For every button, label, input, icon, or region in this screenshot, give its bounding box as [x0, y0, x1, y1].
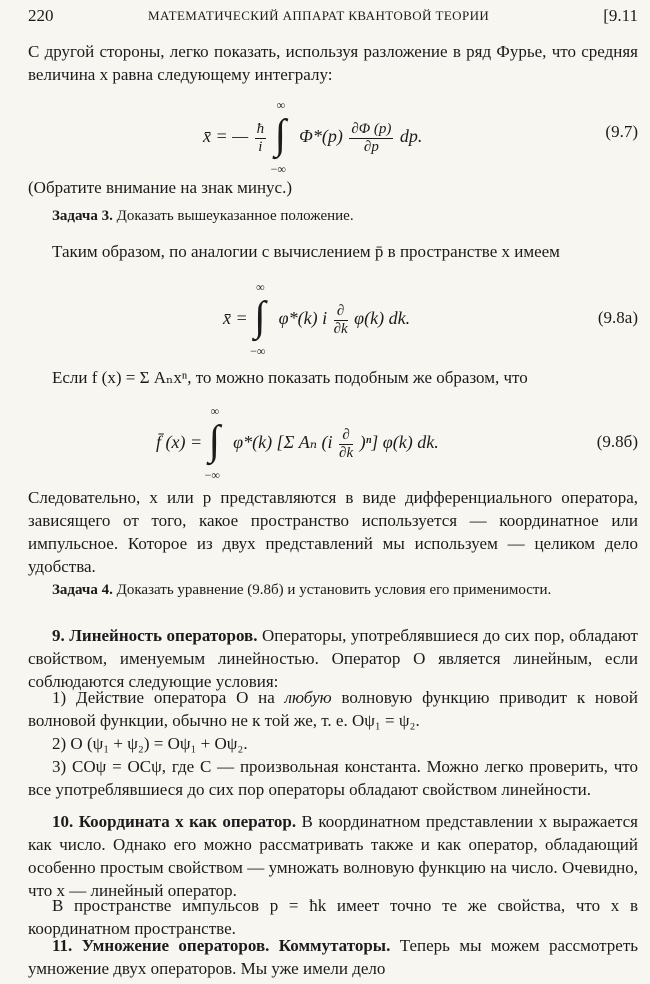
section-heading: 9. Линейность операторов. — [52, 626, 258, 645]
section-heading: 10. Координата x как оператор. — [52, 812, 297, 831]
equation-9-8b-body — [156, 404, 439, 482]
condition-2: 2) O (ψ₁ + ψ₂) = Oψ₁ + Oψ₂. — [52, 734, 248, 753]
eq-tail: φ(k) dk. — [354, 308, 411, 329]
running-header — [28, 6, 638, 28]
section-text: В координатном представлении x выражается как число. Однако его можно рассматривать также и как оператор, обладающий особенно простым свойством — умножать волновую функцию на число. Очевидно, что x — линейный оператор. — [28, 812, 638, 900]
equation-9-7 — [28, 98, 638, 178]
equation-number: (9.8б) — [596, 432, 638, 451]
task-3 — [28, 206, 638, 226]
running-title: МАТЕМАТИЧЕСКИЙ АППАРАТ КВАНТОВОЙ ТЕОРИИ — [148, 8, 490, 23]
section-10-momentum: В пространстве импульсов p = ħk имеет точно те же свойства, что x в координатном пространстве. — [28, 896, 638, 938]
condition-3: 3) COψ = OCψ, где C — произвольная константа. Можно легко проверить, что все употреблявшиеся до сих пор операторы обладают свойством линейности. — [28, 757, 638, 799]
eq-lhs: x̄ = — — [203, 126, 249, 147]
eq-lhs: f̄ (x) = — [156, 432, 203, 453]
eq-fraction: $\frac{ħ}{i}$ — [256, 120, 265, 155]
paragraph-analogy: Таким образом, по аналогии с вычислением p̄ в пространстве x имеем — [52, 242, 560, 261]
equation-number: (9.8a) — [597, 308, 638, 327]
eq-integrand: Φ*(p) — [299, 126, 343, 147]
section-11 — [28, 934, 638, 980]
eq-integrand: φ*(k) [Σ Aₙ (i — [233, 432, 333, 453]
paragraph-f-of-x: Если f (x) = Σ Aₙxⁿ, то можно показать подобным же образом, что — [52, 368, 528, 387]
task-label: Задача 4. — [52, 582, 113, 598]
section-marker: [9.11 — [603, 6, 638, 25]
equation-9-8a — [28, 282, 638, 362]
section-text: Операторы, употреблявшиеся до сих пор, обладают свойством, именуемым линейностью. Оператор O является линейным, если соблюдаются следующие условия: — [28, 626, 638, 691]
integral-sign: ∞ ∫ −∞ — [204, 404, 221, 482]
eq-tail: )ⁿ] φ(k) dk. — [359, 432, 439, 453]
eq-derivative: $\frac{\partial\Phi (p)}{\partial p}$ — [351, 120, 392, 155]
equation-number: (9.7) — [605, 122, 638, 141]
eq-tail: dp. — [399, 126, 423, 147]
integral-sign: ∞ ∫ −∞ — [250, 280, 266, 358]
section-9 — [28, 624, 638, 693]
eq-derivative: $\frac{\partial}{\partial k}$ — [339, 426, 354, 461]
eq-lhs: x̄ = — [223, 308, 248, 329]
eq-derivative: $\frac{\partial}{\partial k}$ — [333, 302, 348, 337]
equation-9-7-body — [203, 98, 423, 176]
condition-1: 1) Действие оператора O на любую волновую функцию приводит к новой волновой функции, обычно не к той же, т. е. Oψ₁ = ψ₂. — [28, 688, 639, 730]
paragraph-consequently: Следовательно, x или p представляются в виде дифференциального оператора, зависящего от того, какое пространство используется — координатное или импульсное. Которое из двух представлений мы используем — целиком дело удобства. — [28, 488, 638, 576]
task-4 — [28, 580, 638, 600]
integral-sign: ∞ ∫ −∞ — [270, 98, 287, 176]
section-text: Теперь мы можем рассмотреть умножение двух операторов. Мы уже имели дело — [28, 936, 638, 978]
task-text: Доказать уравнение (9.8б) и установить условия его применимости. — [116, 582, 552, 598]
task-text: Доказать вышеуказанное положение. — [116, 208, 354, 224]
task-label: Задача 3. — [52, 208, 113, 224]
equation-9-8a-body — [223, 280, 411, 358]
section-10 — [28, 810, 638, 902]
eq-integrand: φ*(k) i — [278, 308, 328, 329]
paragraph-note: (Обратите внимание на знак минус.) — [28, 178, 293, 197]
section-heading: 11. Умножение операторов. Коммутаторы. — [52, 936, 391, 955]
page-number: 220 — [28, 6, 54, 25]
paragraph-fourier: С другой стороны, легко показать, используя разложение в ряд Фурье, что средняя величина x равна следующему интегралу: — [28, 42, 638, 84]
equation-9-8b — [28, 406, 638, 486]
emphasis: любую — [284, 688, 332, 707]
